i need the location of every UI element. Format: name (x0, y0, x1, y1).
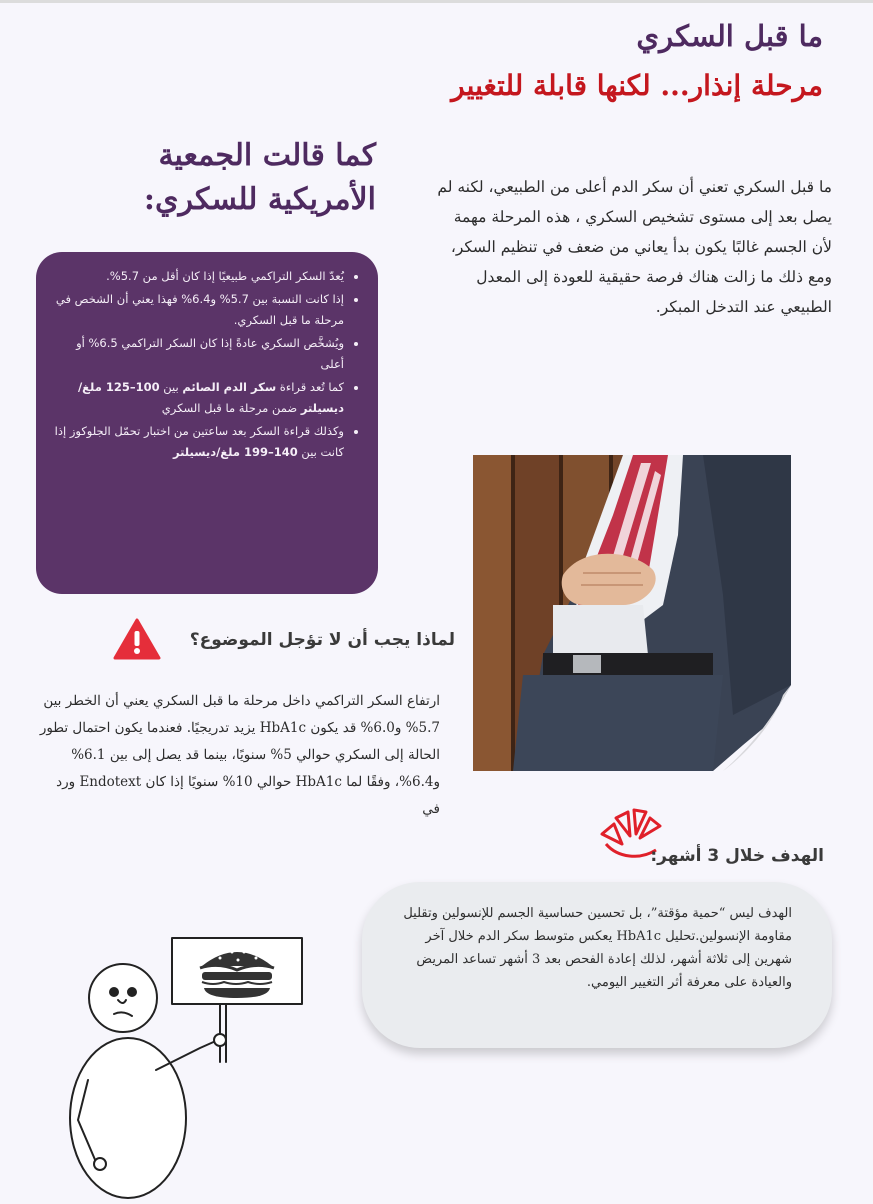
top-border (0, 0, 873, 3)
stickman-illustration (68, 930, 330, 1200)
ada-item: • كما تُعد قراءة سكر الدم الصائم بين 100–125 ملغ/ديسيلتر ضمن مرحلة ما قبل السكري (54, 377, 344, 419)
goal-card (362, 882, 832, 1048)
ada-heading: كما قالت الجمعية الأمريكية للسكري: (143, 138, 376, 217)
page-subtitle: مرحلة إنذار... لكنها قابلة للتغيير (451, 69, 823, 102)
ada-item: • إذا كانت النسبة بين 5.7% و6.4% فهذا يعني أن الشخص في مرحلة ما قبل السكري. (54, 289, 344, 331)
page-title: ما قبل السكري (636, 19, 823, 53)
intro-paragraph: ما قبل السكري تعني أن سكر الدم أعلى من الطبيعي، لكنه لم يصل بعد إلى مستوى تشخيص السكري ، هذه المرحلة مهمة لأن الجسم غالبًا يكون بدأ يعاني من ضعف في تنظيم السكر، ومع ذلك ما زالت هناك فرصة حقيقية للعودة إلى المعدل الطبيعي عند التدخل المبكر. (437, 178, 832, 316)
why-heading: لماذا يجب أن لا تؤجل الموضوع؟ (189, 630, 455, 650)
ada-item: • وكذلك قراءة السكر بعد ساعتين من اختبار تحمّل الجلوكوز إذا كانت بين 140–199 ملغ/ديسيلتر (54, 421, 344, 463)
goal-heading: الهدف خلال 3 أشهر: (650, 846, 824, 866)
ada-item: • ويُشخَّص السكري عادةً إذا كان السكر التراكمي 6.5% أو أعلى (54, 333, 344, 375)
ada-item: • يُعدّ السكر التراكمي طبيعيًا إذا كان أقل من 5.7%. (54, 266, 344, 287)
why-paragraph: ارتفاع السكر التراكمي داخل مرحلة ما قبل السكري يعني أن الخطر بين 5.7% و6.0% قد يكون HbA1c يزيد تدريجيًا. فعندما يكون احتمال تطور الحالة إلى السكري حوالي 5% سنويًا، بينما قد يصل إلى بين 6.1% و6.4%، وفقًا لما HbA1c حوالي 10% سنويًا إذا كان Endotext ورد في (39, 693, 440, 817)
warning-triangle-icon (113, 617, 161, 661)
ada-criteria-card (36, 252, 378, 594)
ada-criteria-list (54, 266, 360, 463)
goal-paragraph: الهدف ليس “حمية مؤقتة”، بل تحسين حساسية الجسم للإنسولين وتقليل مقاومة الإنسولين.تحليل HbA1c يعكس متوسط سكر الدم خلال آخر شهرين إلى ثلاثة أشهر، لذلك إعادة الفحص بعد 3 أشهر تساعد المريض والعيادة على معرفة أثر التغيير اليومي. (403, 906, 792, 990)
belly-photo (473, 455, 791, 771)
